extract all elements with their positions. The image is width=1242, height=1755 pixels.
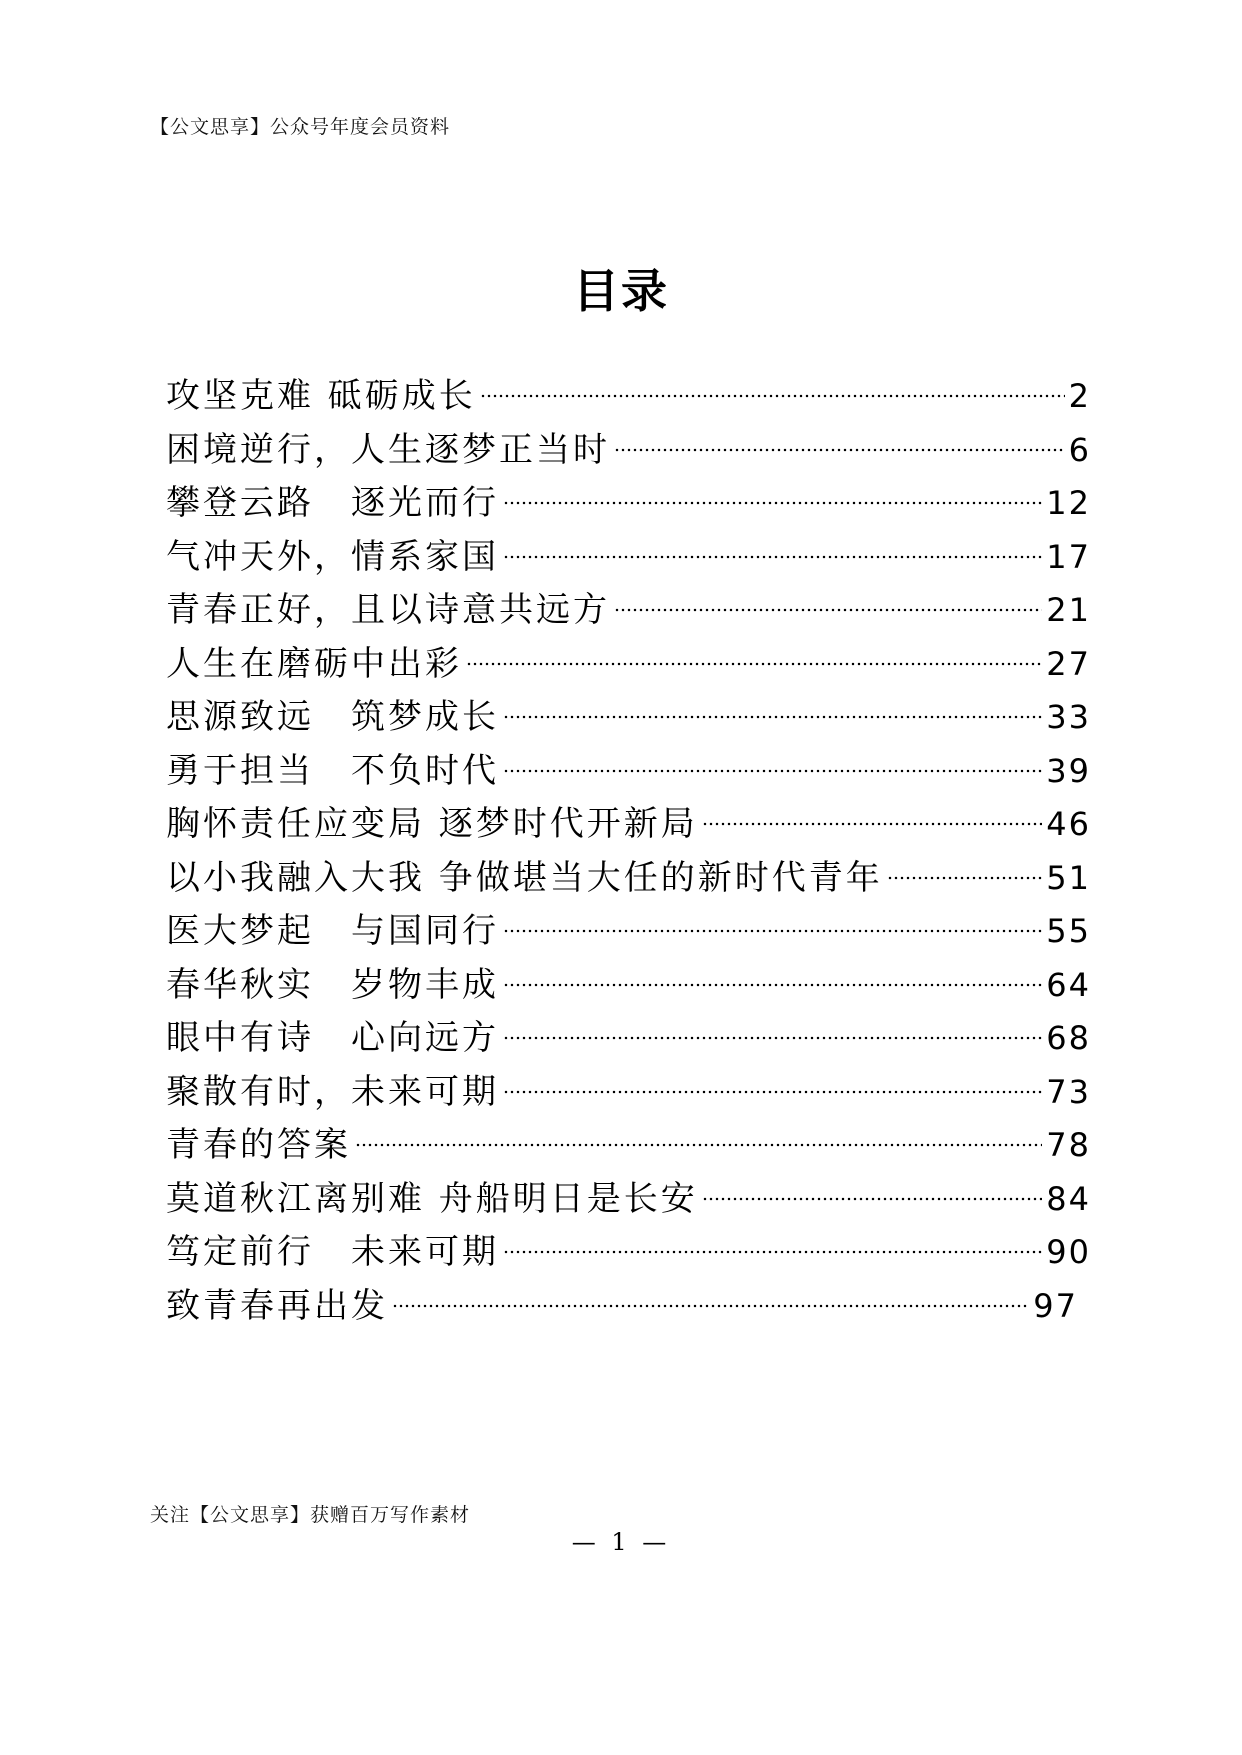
toc-entry-page: 55: [1046, 912, 1091, 950]
toc-entry-title: 青春正好，且以诗意共远方: [166, 590, 610, 630]
toc-entry-page: 78: [1046, 1126, 1091, 1164]
dot-leader: [355, 1143, 1042, 1147]
toc-entry-page: 21: [1046, 591, 1091, 629]
dot-leader: [503, 1090, 1042, 1094]
toc-entry-page: 68: [1046, 1019, 1091, 1057]
table-of-contents: [166, 370, 1091, 1333]
dot-leader: [503, 501, 1042, 505]
toc-entry-page: 17: [1046, 537, 1091, 576]
dot-leader: [503, 929, 1042, 933]
toc-entry-page: 97: [1033, 1286, 1078, 1325]
toc-entry-title: 胸怀责任应变局 逐梦时代开新局: [166, 804, 698, 844]
toc-entry[interactable]: [166, 531, 1091, 585]
toc-entry[interactable]: [166, 745, 1091, 799]
toc-entry-title: 勇于担当 不负时代: [166, 750, 499, 791]
toc-entry-title: 眼中有诗 心向远方: [166, 1018, 499, 1058]
toc-entry-title: 人生在磨砺中出彩: [166, 643, 462, 684]
page-title: 目录: [573, 264, 669, 318]
toc-entry-page: 33: [1046, 698, 1091, 736]
dot-leader: [702, 1197, 1042, 1201]
toc-entry-page: 6: [1068, 430, 1091, 469]
toc-entry-title: 攀登云路 逐光而行: [166, 483, 499, 523]
toc-entry[interactable]: [166, 1012, 1091, 1066]
toc-entry-page: 27: [1046, 644, 1091, 683]
toc-entry[interactable]: [166, 959, 1091, 1013]
toc-entry[interactable]: [166, 852, 1091, 906]
dot-leader: [392, 1304, 1029, 1308]
toc-entry-page: 84: [1046, 1179, 1091, 1218]
toc-entry[interactable]: [166, 691, 1091, 745]
toc-entry-page: 64: [1046, 965, 1091, 1004]
dot-leader: [480, 394, 1065, 398]
toc-entry-title: 攻坚克难 砥砺成长: [166, 376, 476, 416]
toc-entry-title: 致青春再出发: [166, 1285, 388, 1326]
dot-leader: [887, 876, 1042, 880]
toc-entry[interactable]: [166, 424, 1091, 478]
toc-entry[interactable]: [166, 798, 1091, 852]
toc-entry-title: 医大梦起 与国同行: [166, 911, 499, 951]
toc-entry-title: 困境逆行，人生逐梦正当时: [166, 429, 610, 470]
dot-leader: [702, 822, 1042, 826]
dot-leader: [503, 769, 1042, 773]
dot-leader: [503, 1250, 1042, 1254]
dot-leader: [614, 448, 1065, 452]
toc-entry[interactable]: [166, 1226, 1091, 1280]
header-note: 【公文思享】公众号年度会员资料: [150, 116, 451, 138]
dot-leader: [503, 1036, 1042, 1040]
toc-entry-title: 思源致远 筑梦成长: [166, 697, 499, 737]
toc-entry-title: 聚散有时，未来可期: [166, 1071, 499, 1112]
dot-leader: [466, 662, 1042, 666]
toc-entry[interactable]: [166, 1173, 1091, 1227]
toc-entry-page: 73: [1046, 1072, 1091, 1111]
toc-entry[interactable]: [166, 1280, 1078, 1334]
toc-entry[interactable]: [166, 905, 1091, 959]
toc-entry-title: 以小我融入大我 争做堪当大任的新时代青年: [166, 857, 883, 898]
toc-entry[interactable]: [166, 477, 1091, 531]
toc-entry[interactable]: [166, 370, 1091, 424]
toc-entry-title: 莫道秋江离别难 舟船明日是长安: [166, 1178, 698, 1219]
toc-entry-title: 青春的答案: [166, 1125, 351, 1165]
dot-leader: [614, 608, 1042, 612]
dot-leader: [503, 715, 1042, 719]
toc-entry-title: 春华秋实 岁物丰成: [166, 964, 499, 1005]
toc-entry[interactable]: [166, 638, 1091, 692]
page-number: — 1 —: [571, 1528, 671, 1556]
toc-entry-page: 39: [1046, 751, 1091, 790]
toc-entry-title: 气冲天外，情系家国: [166, 536, 499, 577]
toc-entry-page: 90: [1046, 1233, 1091, 1271]
toc-entry-page: 2: [1068, 377, 1091, 415]
toc-entry-page: 51: [1046, 858, 1091, 897]
dot-leader: [503, 983, 1042, 987]
toc-entry-title: 笃定前行 未来可期: [166, 1232, 499, 1272]
footer-note: 关注【公文思享】获赠百万写作素材: [150, 1504, 471, 1526]
toc-entry[interactable]: [166, 1119, 1091, 1173]
toc-entry-page: 12: [1046, 484, 1091, 522]
toc-entry[interactable]: [166, 1066, 1091, 1120]
dot-leader: [503, 555, 1042, 559]
toc-entry[interactable]: [166, 584, 1091, 638]
toc-entry-page: 46: [1046, 805, 1091, 843]
